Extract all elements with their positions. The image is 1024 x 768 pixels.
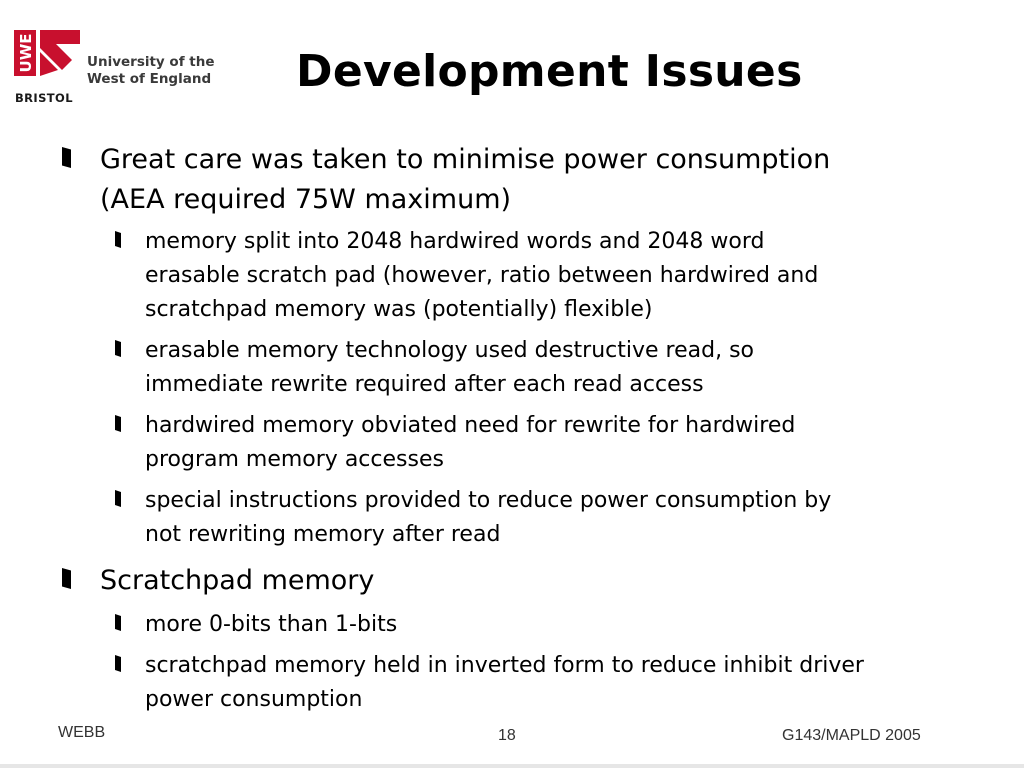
sub-bullet-more-zero-bits	[115, 608, 985, 642]
bullet-power-consumption	[62, 140, 962, 220]
sub-bullet-line: program memory accesses	[145, 447, 444, 472]
slide-title: Development Issues	[296, 46, 803, 97]
uwe-logo	[14, 30, 214, 106]
bottom-divider	[0, 764, 1024, 768]
bullet-text	[100, 561, 374, 601]
sub-bullet-hardwired-memory	[115, 409, 985, 477]
logo-university-line2: West of England	[87, 71, 212, 87]
sub-bullet-line: special instructions provided to reduce power consumption by	[145, 488, 832, 513]
sub-bullet-line: erasable scratch pad (however, ratio between hardwired and	[145, 263, 819, 288]
sub-bullet-line: erasable memory technology used destructive read, so	[145, 338, 754, 363]
footer-author: WEBB	[58, 724, 106, 741]
sub-bullet-marker-icon	[115, 614, 121, 631]
sub-bullet-line: scratchpad memory was (potentially) flexible)	[145, 297, 653, 322]
sub-bullet-text	[145, 649, 864, 717]
logo-university-name	[87, 54, 215, 88]
sub-bullet-text	[145, 334, 754, 402]
bullet-line: Great care was taken to minimise power consumption	[100, 144, 831, 175]
sub-bullet-line: hardwired memory obviated need for rewrite for hardwired	[145, 413, 796, 438]
bullet-line: (AEA required 75W maximum)	[100, 184, 512, 215]
footer-page-number: 18	[498, 727, 516, 744]
sub-bullet-special-instructions	[115, 484, 985, 552]
sub-bullet-line: immediate rewrite required after each read access	[145, 372, 704, 397]
footer-conference: G143/MAPLD 2005	[782, 727, 921, 744]
logo-bristol: BRISTOL	[15, 91, 73, 105]
bullet-text	[100, 140, 830, 220]
sub-bullet-text	[145, 608, 397, 642]
sub-bullet-marker-icon	[115, 655, 121, 672]
sub-bullet-memory-split	[115, 225, 985, 327]
sub-bullet-line: not rewriting memory after read	[145, 522, 501, 547]
sub-bullet-line: power consumption	[145, 687, 363, 712]
logo-university-line1: University of the	[87, 54, 215, 70]
sub-bullet-text	[145, 484, 831, 552]
logo-wordmark-letters: UWE	[17, 33, 35, 73]
sub-bullet-marker-icon	[115, 490, 121, 507]
uwe-bristol-logo-icon	[14, 30, 80, 106]
sub-bullet-marker-icon	[115, 340, 121, 357]
bullet-marker-icon	[62, 147, 71, 168]
sub-bullet-text	[145, 225, 818, 327]
bullet-scratchpad-memory	[62, 561, 962, 601]
sub-bullet-inverted-form	[115, 649, 985, 717]
sub-bullet-marker-icon	[115, 231, 121, 248]
bullet-marker-icon	[62, 568, 71, 589]
bullet-line: Scratchpad memory	[100, 565, 375, 596]
sub-bullet-line: memory split into 2048 hardwired words and 2048 word	[145, 229, 765, 254]
sub-bullet-destructive-read	[115, 334, 985, 402]
sub-bullet-text	[145, 409, 795, 477]
sub-bullet-marker-icon	[115, 415, 121, 432]
sub-bullet-line: more 0-bits than 1-bits	[145, 612, 398, 637]
sub-bullet-line: scratchpad memory held in inverted form to reduce inhibit driver	[145, 653, 864, 678]
